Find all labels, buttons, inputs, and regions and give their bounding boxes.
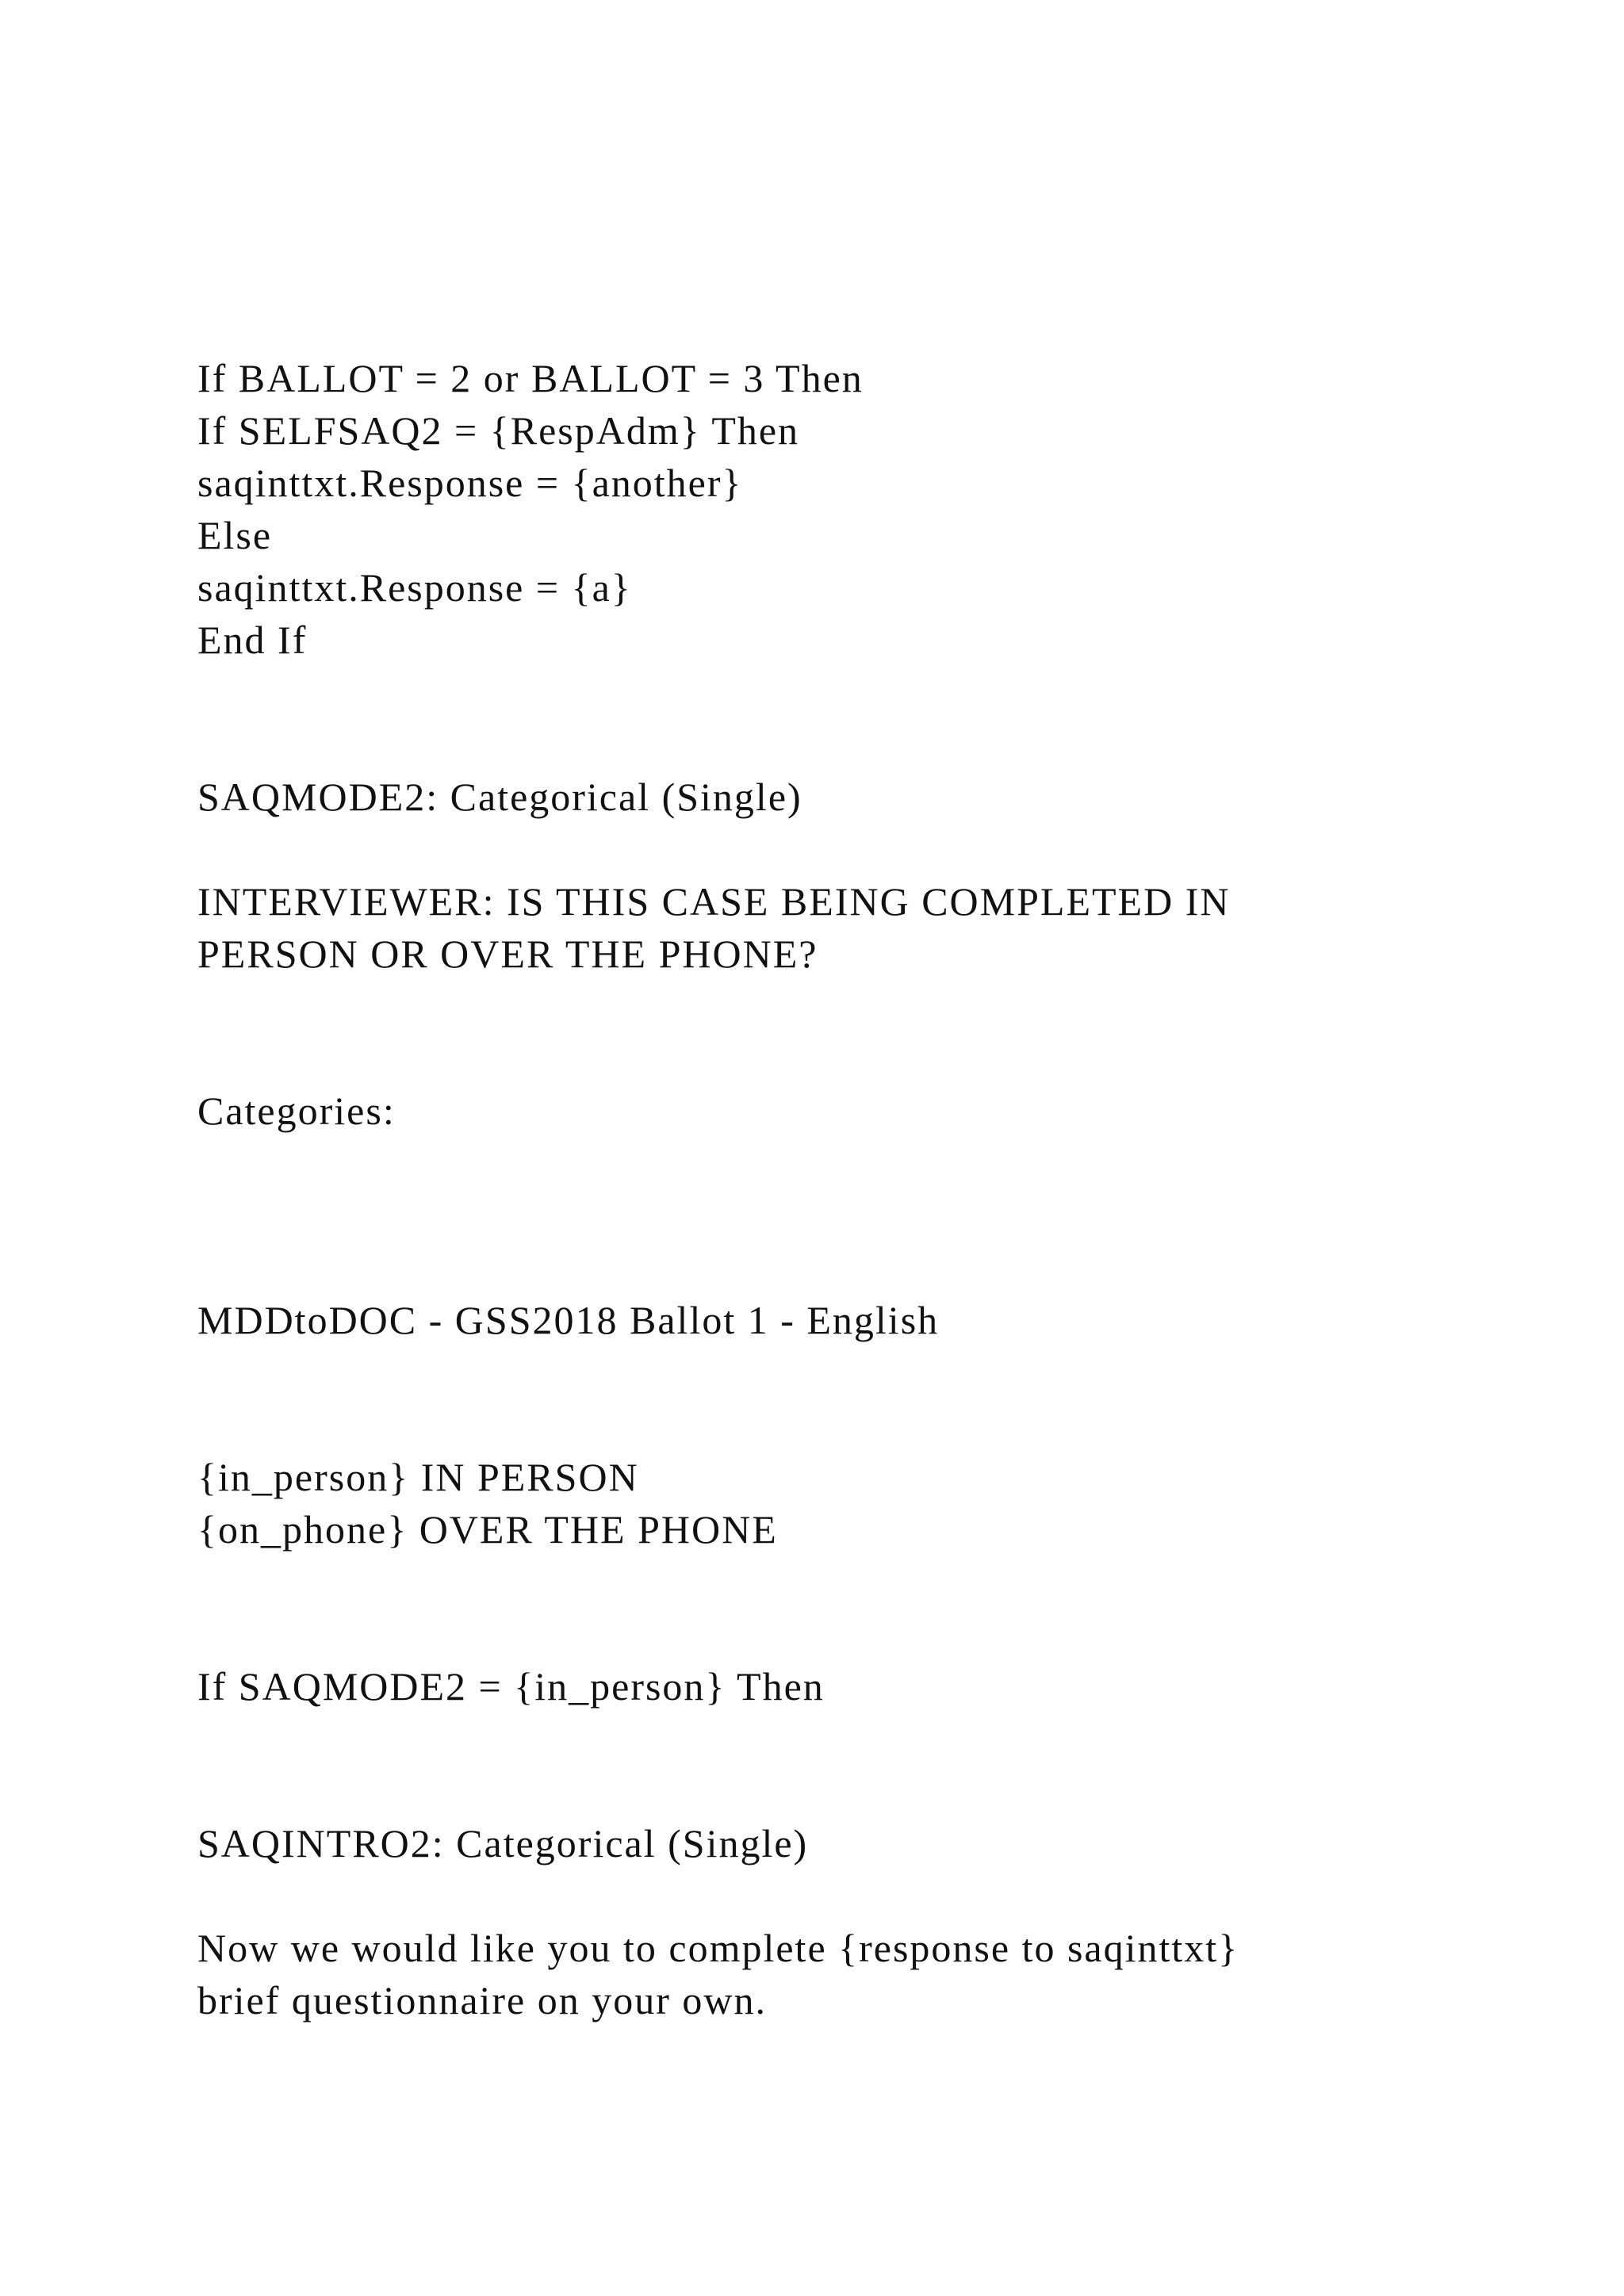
document-footer-text: MDDtoDOC - GSS2018 Ballot 1 - English — [197, 1298, 940, 1342]
condition-line: If SAQMODE2 = {in_person} Then — [197, 1664, 825, 1709]
code-line: End If — [197, 618, 308, 662]
categories-label: Categories: — [197, 1089, 396, 1133]
category-option: {in_person} IN PERSON — [197, 1455, 639, 1499]
category-option: {on_phone} OVER THE PHONE — [197, 1507, 778, 1552]
question-text: Now we would like you to complete {response to saqinttxt} — [197, 1926, 1239, 1970]
question-header: SAQINTRO2: Categorical (Single) — [197, 1821, 809, 1866]
code-line: If SELFSAQ2 = {RespAdm} Then — [197, 408, 800, 453]
code-line: Else — [197, 513, 273, 557]
question-text: brief questionnaire on your own. — [197, 1978, 768, 2022]
code-line: saqinttxt.Response = {another} — [197, 461, 743, 505]
code-line: If BALLOT = 2 or BALLOT = 3 Then — [197, 356, 864, 400]
question-header: SAQMODE2: Categorical (Single) — [197, 775, 802, 819]
code-line: saqinttxt.Response = {a} — [197, 565, 632, 610]
question-text: INTERVIEWER: IS THIS CASE BEING COMPLETED IN — [197, 879, 1231, 924]
question-text: PERSON OR OVER THE PHONE? — [197, 932, 818, 976]
